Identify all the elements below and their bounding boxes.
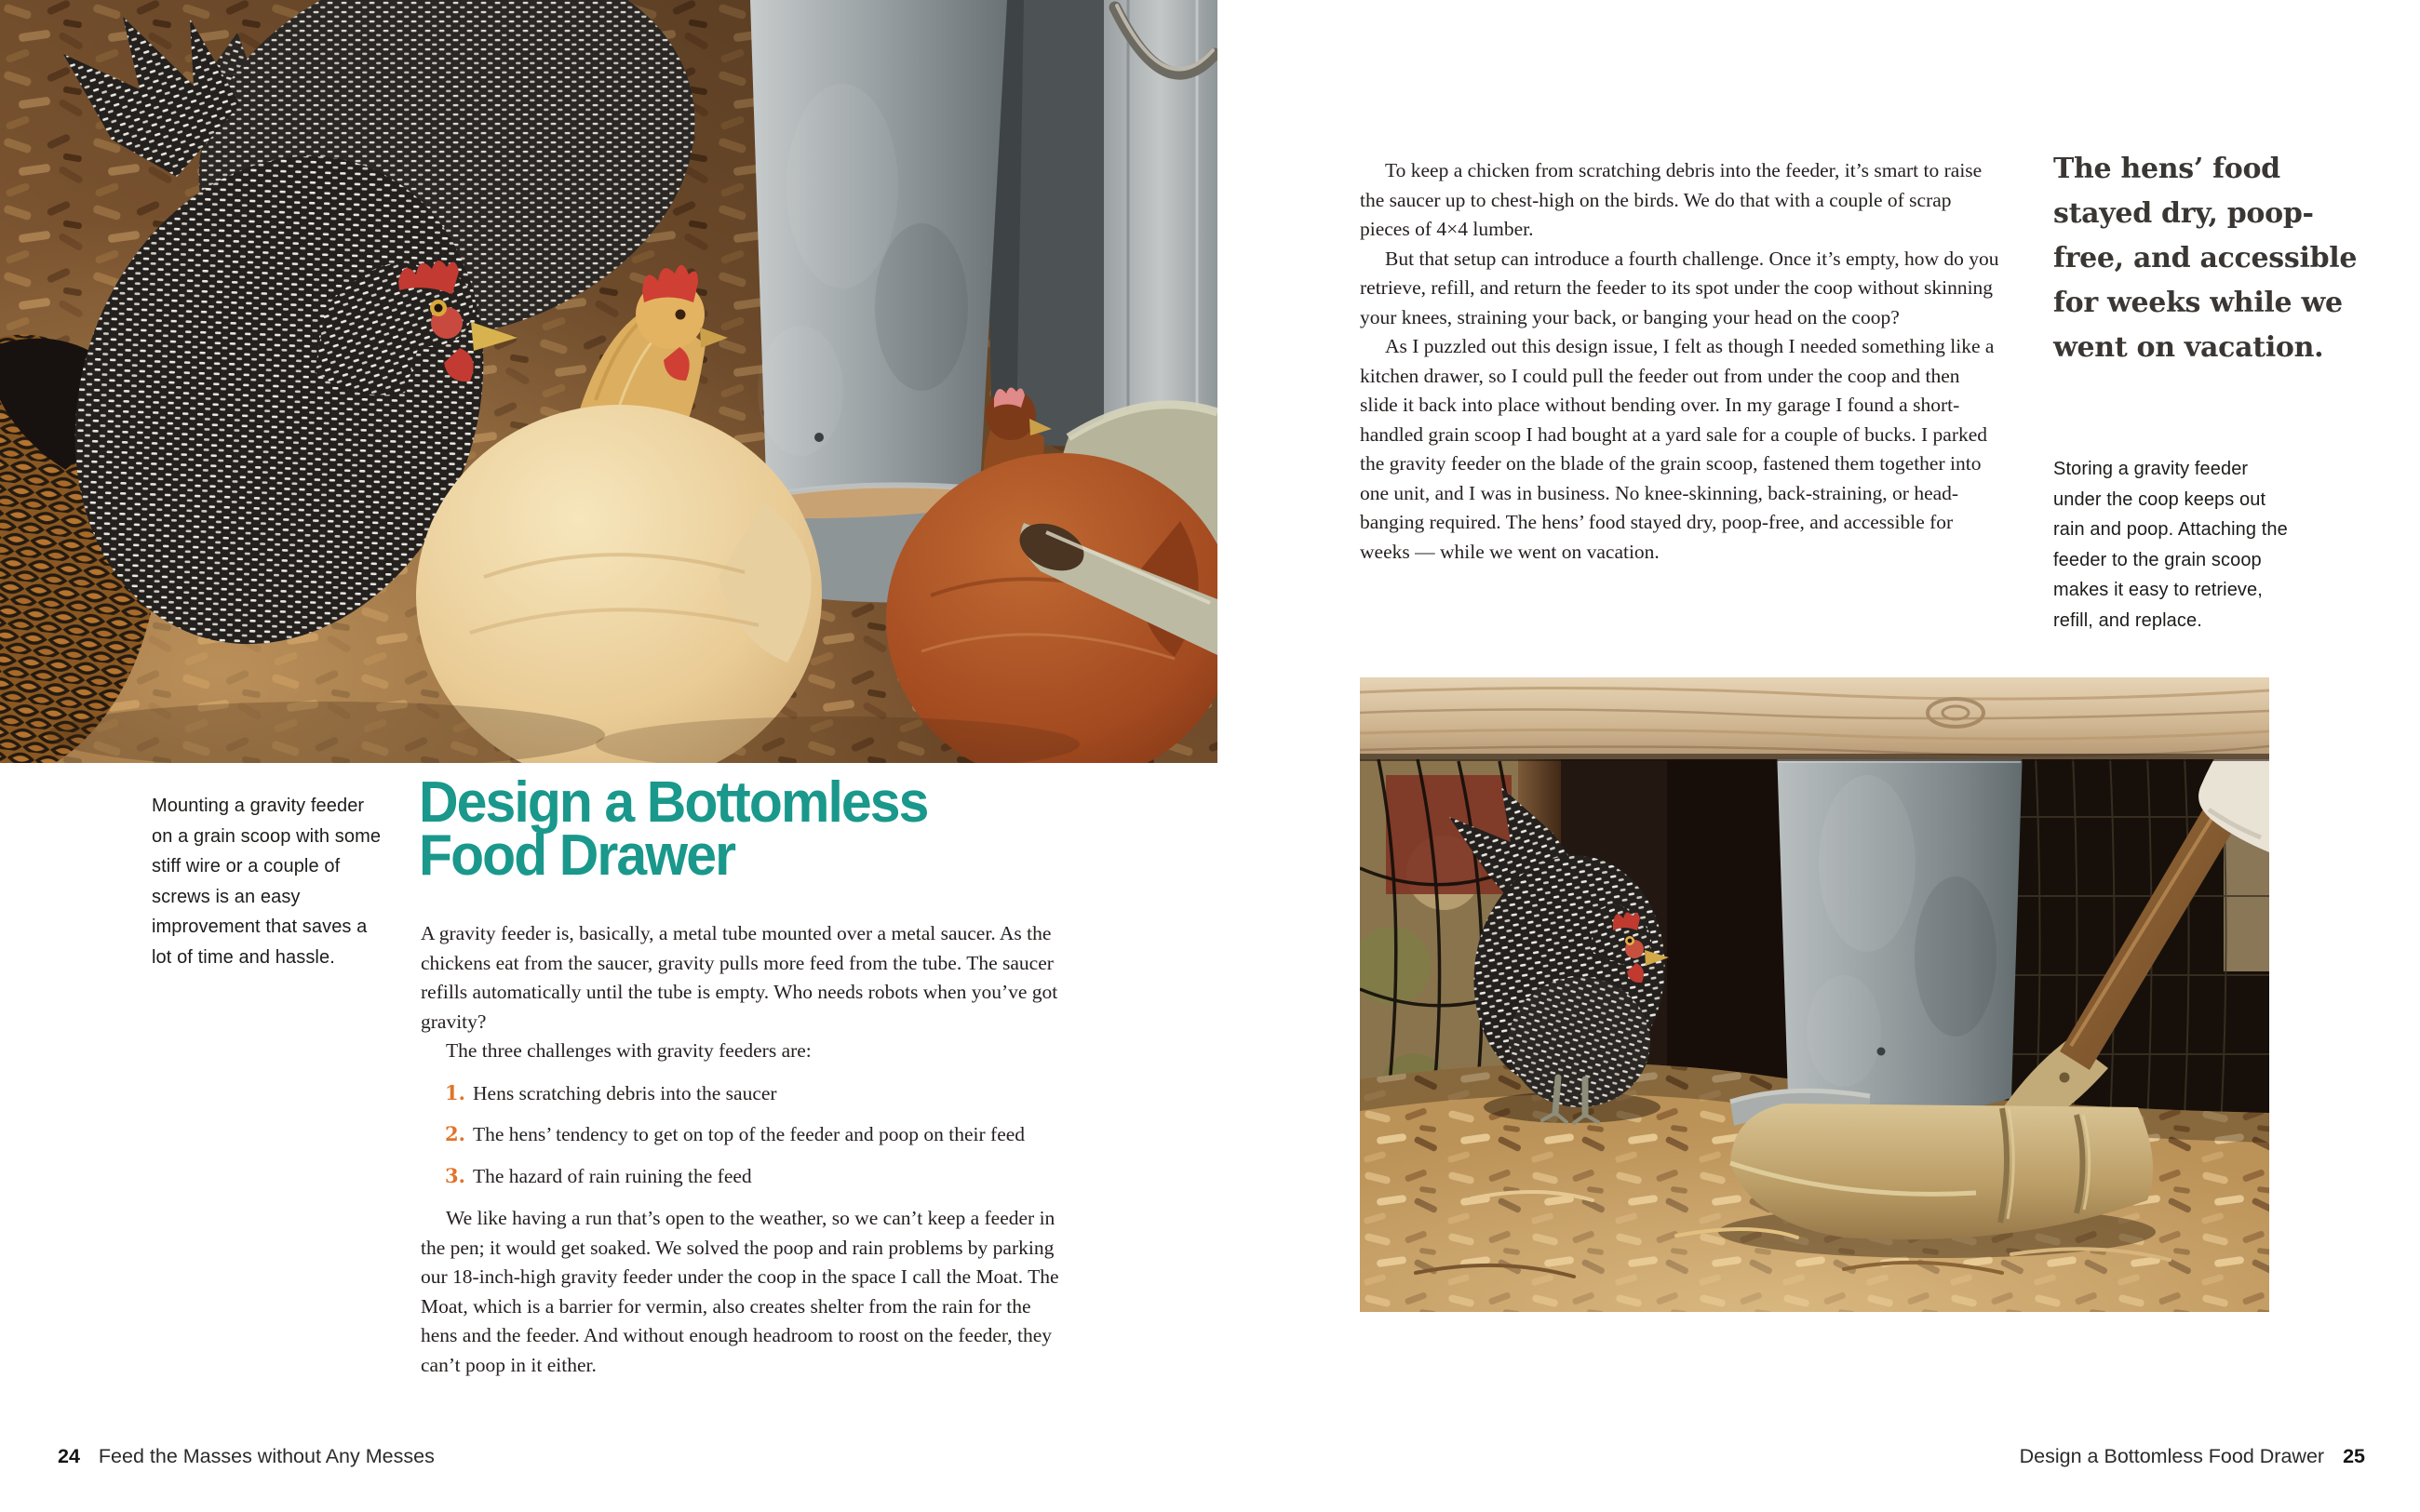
gravity-feeder-tube (1777, 741, 2023, 1116)
closing-paragraph: We like having a run that’s open to the weather, so we can’t keep a feeder in the pen; it would get soaked. We solved the poop and rain problems by parking our 18-inch-high gravity feeder under the coop in the space I call the Moat. The Moat, which is a barrier for vermin, also creates shelter from the rain for the hens and the feeder. And without enough headroom to roost on the feeder, they can’t poop in it either. (421, 1207, 1059, 1376)
page-number: 24 (58, 1445, 80, 1467)
photo-chickens-at-feeder-illustration (0, 0, 1217, 763)
left-page-footer (58, 1445, 435, 1468)
chapter-heading (419, 770, 954, 888)
list-intro: The three challenges with gravity feeders are: (446, 1039, 812, 1062)
list-item-text: The hens’ tendency to get on top of the feeder and poop on their feed (473, 1123, 1026, 1145)
chapter-heading-line2: Food Drawer (419, 823, 735, 888)
left-body-column (421, 919, 1061, 1380)
right-body-column (1360, 156, 2000, 567)
list-item (421, 1079, 1061, 1109)
gravity-feeder-tube (750, 0, 1007, 541)
list-item-text: Hens scratching debris into the saucer (473, 1081, 777, 1104)
list-item (421, 1162, 1061, 1192)
list-number: 1. (445, 1080, 465, 1104)
list-item-text: The hazard of rain ruining the feed (473, 1164, 752, 1187)
running-title: Feed the Masses without Any Messes (98, 1445, 435, 1467)
hen-comb (1613, 912, 1640, 930)
list-item (421, 1120, 1061, 1150)
right-photo-caption: Storing a gravity feeder under the coop keeps out rain and poop. Attaching the feeder to the grain scoop makes it easy to retrieve, refill, and replace. (2053, 459, 2288, 631)
photo-feeder-under-coop-illustration (1360, 677, 2269, 1312)
intro-paragraph: A gravity feeder is, basically, a metal tube mounted over a metal saucer. As the chickens eat from the saucer, gravity pulls more feed from the tube. The saucer refills automatically until the tube is empty. Who needs robots when you’ve got gravity? (421, 922, 1058, 1033)
body-paragraph: But that setup can introduce a fourth challenge. Once it’s empty, how do you retrieve, refill, and return the feeder to its spot under the coop without skinning your knees, straining your back, or banging your head on the coop? (1360, 247, 1999, 328)
left-photo-caption: Mounting a gravity feeder on a grain scoop with some stiff wire or a couple of screws is an easy improvement that saves a lot of time and hassle. (152, 796, 382, 968)
running-title: Design a Bottomless Food Drawer (2019, 1445, 2325, 1467)
list-number: 2. (445, 1122, 465, 1145)
page-number: 25 (2343, 1445, 2365, 1467)
list-number: 3. (445, 1163, 465, 1187)
photo-chickens-at-feeder (0, 0, 1217, 763)
body-paragraph: To keep a chicken from scratching debris into the feeder, it’s smart to raise the saucer up to chest-high on the birds. We do that with a couple of scrap pieces of 4×4 lumber. (1360, 159, 1983, 240)
right-page-footer (2020, 1445, 2365, 1468)
body-paragraph: As I puzzled out this design issue, I felt as though I needed something like a kitchen drawer, so I could pull the feeder out from under the coop and then slide it back into place without bending over. In my garage I found a short-handled grain scoop I had bought at a yard sale for a couple of bucks. I parked the gravity feeder on the blade of the grain scoop, fastened them together into one unit, and I was in business. No knee-skinning, back-straining, or head-banging required. The hens’ food stayed dry, poop-free, and accessible for weeks — while we went on vacation. (1360, 335, 1995, 563)
challenges-list (421, 1079, 1061, 1192)
photo-feeder-under-coop (1360, 677, 2269, 1312)
pull-quote: The hens’ food stayed dry, poop-free, and accessible for weeks while we went on vacation. (2053, 153, 2358, 364)
wood-plank (1360, 677, 2269, 761)
chapter-heading-line1: Design a Bottomless (419, 770, 928, 835)
